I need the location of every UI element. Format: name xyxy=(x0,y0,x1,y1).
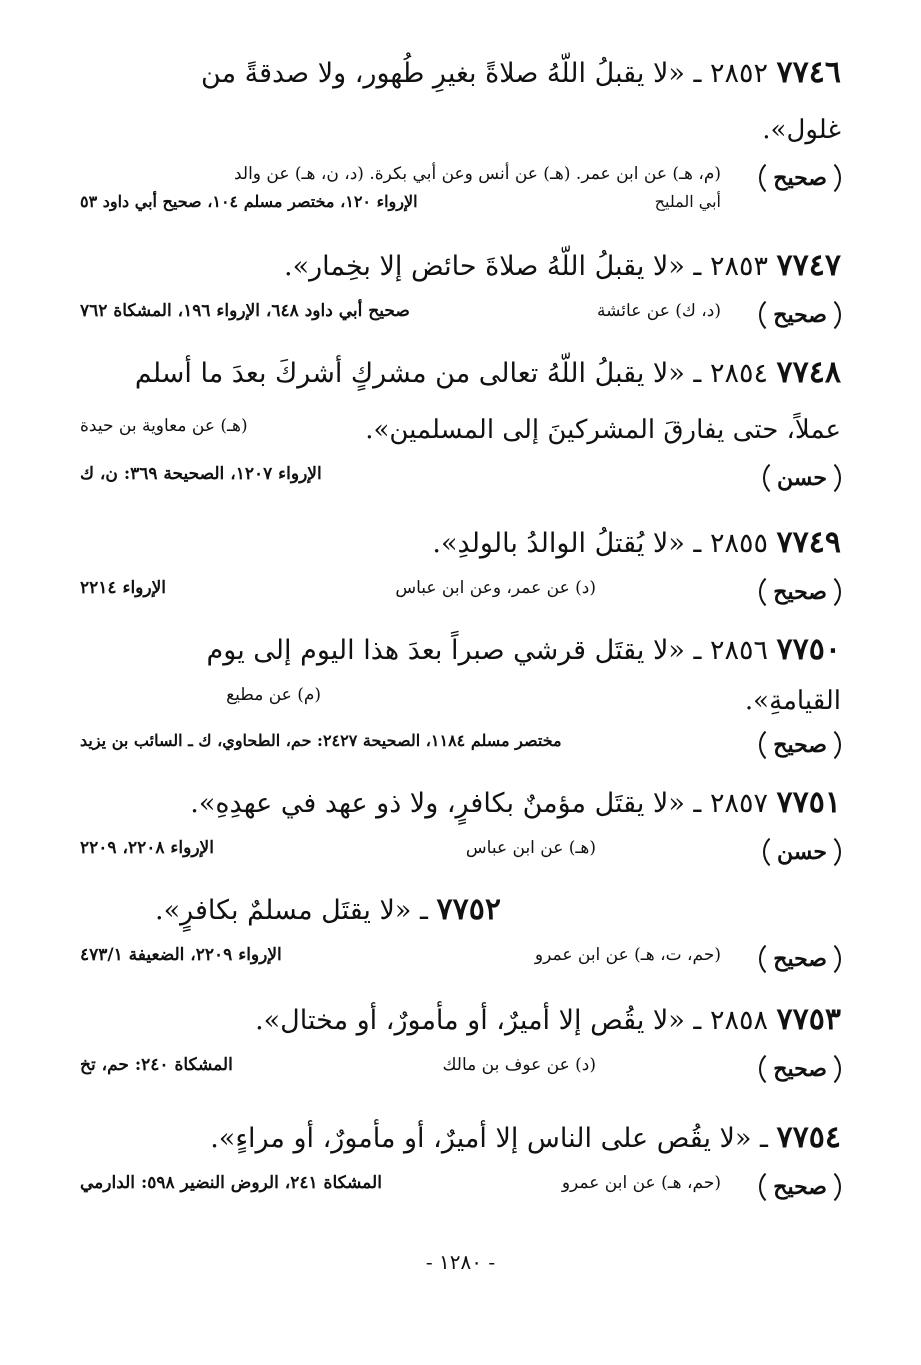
hadith-text: ٧٧٥٤ ـ «لا يقُص على الناس إلا أميرٌ، أو مأمورٌ، أو مراءٍ». xyxy=(210,1120,841,1155)
hadith-number: ٧٧٥٣ xyxy=(776,1002,841,1037)
source-text: (حم، ت، هـ) عن ابن عمرو xyxy=(534,945,721,965)
hadith-number: ٧٧٤٦ xyxy=(776,55,841,90)
grading-row xyxy=(80,1049,841,1089)
grading-row xyxy=(80,458,841,498)
hadith-entry xyxy=(80,345,841,498)
hadith-number: ٧٧٤٧ xyxy=(776,248,841,283)
hadith-number: ٧٧٤٩ xyxy=(776,525,841,560)
hadith-continuation: عملاً، حتى يفارقَ المشركينَ إلى المسلمين». xyxy=(365,415,841,445)
source-text: (د) عن عوف بن مالك xyxy=(442,1055,596,1075)
hadith-number: ٧٧٥٤ xyxy=(776,1120,841,1155)
grade-badge: صحيح xyxy=(759,1167,841,1207)
grading-row xyxy=(80,1167,841,1207)
hadith-number: ٧٧٤٨ xyxy=(776,355,841,390)
hadith-entry xyxy=(80,238,841,335)
hadith-entry xyxy=(80,515,841,612)
hadith-entry xyxy=(80,1110,841,1207)
hadith-text: ٧٧٥٣ ٢٨٥٨ ـ «لا يقُص إلا أميرٌ، أو مأمورٌ، أو مختال». xyxy=(255,1002,841,1037)
grading-row xyxy=(80,725,841,765)
source-text: (د، ك) عن عائشة xyxy=(597,301,721,321)
source-continuation: أبي المليح xyxy=(654,192,721,211)
reference-text: الإرواء ٢٢٠٨، ٢٢٠٩ xyxy=(80,838,214,858)
grade-badge: صحيح xyxy=(759,1049,841,1089)
grade-badge: صحيح xyxy=(759,939,841,979)
hadith-text: ٧٧٤٧ ٢٨٥٣ ـ «لا يقبلُ اللّهُ صلاةَ حائض إلا بخِمار». xyxy=(284,248,841,283)
hadith-number: ٧٧٥٠ xyxy=(776,632,841,667)
grade-badge: صحيح xyxy=(759,295,841,335)
grading-row xyxy=(80,295,841,335)
hadith-entry xyxy=(80,45,841,228)
continuation-row xyxy=(80,402,841,458)
source-text: (هـ) عن ابن عباس xyxy=(465,838,596,858)
hadith-text: ٧٧٤٨ ٢٨٥٤ ـ «لا يقبلُ اللّهُ تعالى من مشركٍ أشركَ بعدَ ما أسلم xyxy=(134,355,841,390)
hadith-text: ٧٧٥٠ ٢٨٥٦ ـ «لا يقتَل قرشي صبراً بعدَ هذا اليوم إلى يوم xyxy=(206,632,841,667)
page-number: - ١٢٨٠ - xyxy=(425,1250,496,1274)
grading-row xyxy=(80,158,841,228)
grade-badge: صحيح xyxy=(759,725,841,765)
hadith-entry xyxy=(80,882,841,979)
source-text: (م، هـ) عن ابن عمر. (هـ) عن أنس وعن أبي بكرة. (د، ن، هـ) عن والد xyxy=(233,164,721,184)
hadith-entry xyxy=(80,775,841,872)
grade-badge: صحيح xyxy=(759,572,841,612)
reference-text: الإرواء ٢٢١٤ xyxy=(80,578,167,598)
source-text: (حم، هـ) عن ابن عمرو xyxy=(561,1173,721,1193)
reference-text: مختصر مسلم ١١٨٤، الصحيحة ٢٤٢٧: حم، الطحاوي، ك ـ السائب بن يزيد xyxy=(80,731,562,750)
grade-badge: حسن xyxy=(763,832,841,872)
hadith-text: ٧٧٥١ ٢٨٥٧ ـ «لا يقتَل مؤمنٌ بكافرٍ، ولا ذو عهد في عهدِهِ». xyxy=(190,785,841,820)
reference-text: الإرواء ٢٢٠٩، الضعيفة ٤٧٣/١ xyxy=(80,945,282,965)
hadith-number: ٧٧٥١ xyxy=(776,785,841,820)
reference-text: المشكاة ٢٤١، الروض النضير ٥٩٨: الدارمي xyxy=(80,1173,382,1193)
grade-badge: صحيح xyxy=(759,158,841,198)
reference-text: الإرواء ١٢٠٧، الصحيحة ٣٦٩: ن، ك xyxy=(80,464,322,484)
hadith-text: ٧٧٤٩ ٢٨٥٥ ـ «لا يُقتلُ الوالدُ بالولدِ». xyxy=(432,525,841,560)
hadith-continuation: غلول». xyxy=(762,115,841,145)
continuation-row xyxy=(80,679,841,725)
hadith-entry xyxy=(80,992,841,1089)
grading-row xyxy=(80,939,841,979)
reference-text: المشكاة ٢٤٠: حم، تخ xyxy=(80,1055,233,1075)
hadith-number: ٧٧٥٢ xyxy=(436,892,501,927)
hadith-entry xyxy=(80,622,841,765)
source-text: (هـ) عن معاوية بن حيدة xyxy=(80,416,248,436)
reference-text: صحيح أبي داود ٦٤٨، الإرواء ١٩٦، المشكاة ٧٦٢ xyxy=(80,301,410,321)
hadith-text: ٧٧٥٢ ـ «لا يقتَل مسلمٌ بكافرٍ». xyxy=(155,892,501,927)
reference-text: الإرواء ١٢٠، مختصر مسلم ١٠٤، صحيح أبي داود ٥٣ xyxy=(80,192,418,211)
grading-row xyxy=(80,832,841,872)
source-text: (م) عن مطيع xyxy=(226,685,321,705)
source-text: (د) عن عمر، وعن ابن عباس xyxy=(395,578,596,598)
hadith-text: ٧٧٤٦ ٢٨٥٢ ـ «لا يقبلُ اللّهُ صلاةً بغيرِ طُهور، ولا صدقةً من xyxy=(201,55,841,90)
hadith-continuation: القيامةِ». xyxy=(744,686,841,716)
grading-row xyxy=(80,572,841,612)
grade-badge: حسن xyxy=(763,458,841,498)
